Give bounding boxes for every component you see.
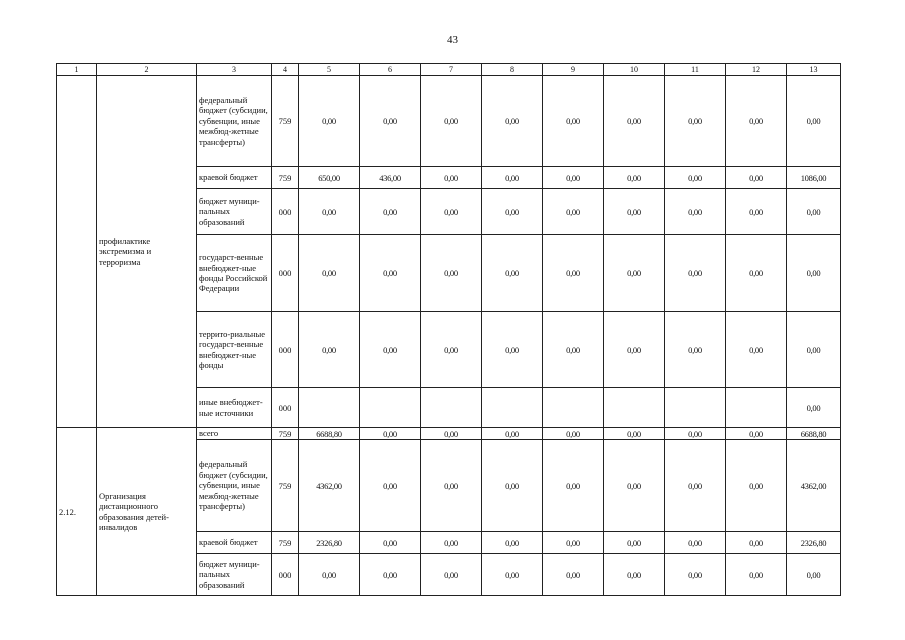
- budget-code: 000: [272, 554, 299, 596]
- amount-cell: 0,00: [299, 554, 360, 596]
- amount-cell: 0,00: [726, 554, 787, 596]
- amount-cell: 0,00: [726, 167, 787, 189]
- funding-source: всего: [197, 428, 272, 440]
- amount-cell: 0,00: [482, 532, 543, 554]
- amount-cell: 436,00: [360, 167, 421, 189]
- amount-cell: 0,00: [726, 532, 787, 554]
- amount-cell: 0,00: [787, 388, 841, 428]
- funding-source: террито-риальные государст-венные внебюджет-ные фонды: [197, 312, 272, 388]
- budget-code: 000: [272, 312, 299, 388]
- amount-cell: [421, 388, 482, 428]
- amount-cell: 0,00: [543, 532, 604, 554]
- column-header: 6: [360, 64, 421, 76]
- amount-cell: 0,00: [604, 532, 665, 554]
- amount-cell: 0,00: [543, 189, 604, 235]
- amount-cell: 6688,80: [787, 428, 841, 440]
- amount-cell: [299, 388, 360, 428]
- amount-cell: 0,00: [787, 554, 841, 596]
- budget-code: 759: [272, 440, 299, 532]
- column-header: 2: [97, 64, 197, 76]
- amount-cell: 0,00: [421, 167, 482, 189]
- amount-cell: 2326,80: [787, 532, 841, 554]
- amount-cell: [604, 388, 665, 428]
- amount-cell: 0,00: [665, 235, 726, 312]
- amount-cell: 0,00: [604, 235, 665, 312]
- amount-cell: 0,00: [360, 554, 421, 596]
- budget-code: 000: [272, 235, 299, 312]
- amount-cell: 4362,00: [299, 440, 360, 532]
- amount-cell: 0,00: [604, 428, 665, 440]
- amount-cell: 0,00: [604, 167, 665, 189]
- amount-cell: 0,00: [787, 76, 841, 167]
- amount-cell: 0,00: [787, 189, 841, 235]
- amount-cell: 0,00: [482, 76, 543, 167]
- amount-cell: 0,00: [665, 189, 726, 235]
- amount-cell: 0,00: [421, 189, 482, 235]
- amount-cell: [665, 388, 726, 428]
- column-header: 12: [726, 64, 787, 76]
- amount-cell: 0,00: [787, 235, 841, 312]
- column-header: 9: [543, 64, 604, 76]
- amount-cell: 0,00: [726, 189, 787, 235]
- amount-cell: 2326,80: [299, 532, 360, 554]
- funding-source: иные внебюджет-ные источники: [197, 388, 272, 428]
- funding-source: государст-венные внебюджет-ные фонды Российской Федерации: [197, 235, 272, 312]
- amount-cell: 0,00: [482, 440, 543, 532]
- row-index: 2.12.: [57, 428, 97, 596]
- funding-source: федеральный бюджет (субсидии, субвенции, иные межбюд-жетные трансферты): [197, 440, 272, 532]
- funding-source: бюджет муници-пальных образований: [197, 554, 272, 596]
- column-header: 13: [787, 64, 841, 76]
- budget-table: [56, 63, 841, 596]
- amount-cell: 0,00: [543, 167, 604, 189]
- header-row: [57, 64, 841, 76]
- amount-cell: 0,00: [543, 235, 604, 312]
- funding-source: краевой бюджет: [197, 532, 272, 554]
- amount-cell: 0,00: [482, 235, 543, 312]
- column-header: 7: [421, 64, 482, 76]
- amount-cell: 4362,00: [787, 440, 841, 532]
- amount-cell: 0,00: [360, 428, 421, 440]
- amount-cell: 0,00: [421, 532, 482, 554]
- amount-cell: 0,00: [421, 440, 482, 532]
- amount-cell: 0,00: [665, 76, 726, 167]
- amount-cell: 0,00: [482, 312, 543, 388]
- amount-cell: 0,00: [665, 167, 726, 189]
- amount-cell: 0,00: [543, 554, 604, 596]
- amount-cell: 0,00: [421, 235, 482, 312]
- amount-cell: 6688,80: [299, 428, 360, 440]
- budget-code: 000: [272, 189, 299, 235]
- budget-code: 759: [272, 428, 299, 440]
- amount-cell: 0,00: [726, 312, 787, 388]
- amount-cell: 0,00: [665, 554, 726, 596]
- amount-cell: [726, 388, 787, 428]
- column-header: 1: [57, 64, 97, 76]
- row-index: [57, 76, 97, 428]
- amount-cell: 0,00: [665, 440, 726, 532]
- amount-cell: 0,00: [482, 189, 543, 235]
- amount-cell: 0,00: [360, 189, 421, 235]
- amount-cell: 0,00: [543, 428, 604, 440]
- budget-code: 759: [272, 167, 299, 189]
- amount-cell: 0,00: [299, 76, 360, 167]
- measure-name: профилактике экстремизма и терроризма: [97, 76, 197, 428]
- amount-cell: 0,00: [299, 189, 360, 235]
- amount-cell: 0,00: [604, 312, 665, 388]
- column-header: 11: [665, 64, 726, 76]
- amount-cell: 0,00: [665, 428, 726, 440]
- column-header: 5: [299, 64, 360, 76]
- amount-cell: 0,00: [604, 76, 665, 167]
- budget-code: 759: [272, 532, 299, 554]
- column-header: 3: [197, 64, 272, 76]
- amount-cell: 0,00: [604, 189, 665, 235]
- amount-cell: 0,00: [482, 428, 543, 440]
- amount-cell: 0,00: [360, 532, 421, 554]
- funding-source: федеральный бюджет (субсидии, субвенции, иные межбюд-жетные трансферты): [197, 76, 272, 167]
- amount-cell: 0,00: [726, 235, 787, 312]
- measure-name: Организация дистанционного образования детей-инвалидов: [97, 428, 197, 596]
- amount-cell: 0,00: [726, 76, 787, 167]
- amount-cell: 0,00: [360, 440, 421, 532]
- amount-cell: 0,00: [360, 76, 421, 167]
- amount-cell: 0,00: [726, 440, 787, 532]
- amount-cell: 0,00: [665, 532, 726, 554]
- amount-cell: 0,00: [543, 312, 604, 388]
- column-header: 10: [604, 64, 665, 76]
- amount-cell: 0,00: [360, 312, 421, 388]
- amount-cell: 0,00: [787, 312, 841, 388]
- column-header: 8: [482, 64, 543, 76]
- amount-cell: 1086,00: [787, 167, 841, 189]
- amount-cell: 0,00: [421, 554, 482, 596]
- amount-cell: [482, 388, 543, 428]
- table-row: [57, 76, 841, 167]
- amount-cell: [543, 388, 604, 428]
- amount-cell: 0,00: [726, 428, 787, 440]
- budget-code: 000: [272, 388, 299, 428]
- amount-cell: [360, 388, 421, 428]
- column-header: 4: [272, 64, 299, 76]
- amount-cell: 0,00: [604, 554, 665, 596]
- amount-cell: 0,00: [421, 76, 482, 167]
- page-number: 43: [447, 34, 458, 46]
- amount-cell: 0,00: [604, 440, 665, 532]
- amount-cell: 0,00: [543, 76, 604, 167]
- amount-cell: 0,00: [299, 235, 360, 312]
- amount-cell: 0,00: [665, 312, 726, 388]
- amount-cell: 0,00: [421, 312, 482, 388]
- amount-cell: 0,00: [482, 167, 543, 189]
- amount-cell: 0,00: [360, 235, 421, 312]
- funding-source: бюджет муници-пальных образований: [197, 189, 272, 235]
- amount-cell: 650,00: [299, 167, 360, 189]
- budget-code: 759: [272, 76, 299, 167]
- amount-cell: 0,00: [421, 428, 482, 440]
- funding-source: краевой бюджет: [197, 167, 272, 189]
- amount-cell: 0,00: [299, 312, 360, 388]
- table-row: [57, 428, 841, 440]
- amount-cell: 0,00: [482, 554, 543, 596]
- amount-cell: 0,00: [543, 440, 604, 532]
